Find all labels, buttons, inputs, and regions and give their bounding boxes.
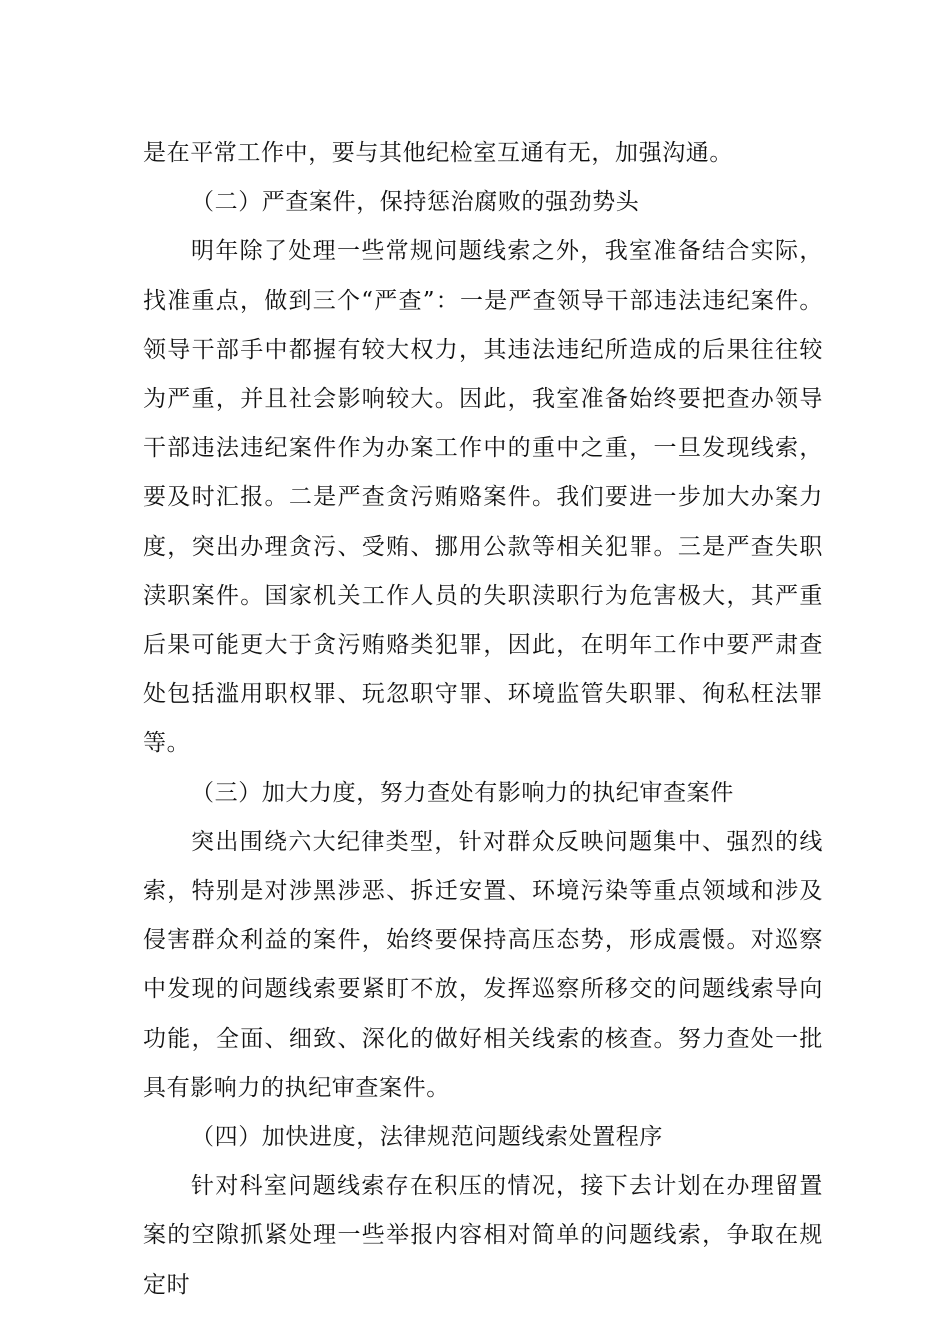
paragraph-continuation: 是在平常工作中，要与其他纪检室互通有无，加强沟通。 [143, 140, 733, 166]
section-heading-2: （二）严查案件，保持惩治腐败的强劲势头 [191, 189, 640, 216]
section-heading-3: （三）加大力度，努力查处有影响力的执纪审查案件 [191, 779, 734, 806]
paragraph-strict-investigation: 明年除了处理一些常规问题线索之外，我室准备结合实际，找准重点，做到三个“严查”：一是严查领导干部违法违纪案件。领导干部手中都握有较大权力，其违法违纪所造成的后果往往较为严重，并且社会影响较大。因此，我室准备始终要把查办领导干部违法违纪案件作为办案工作中的重中之重，一旦发现线索，要及时汇报。二是严查贪污贿赂案件。我们要进一步加大办案力度，突出办理贪污、受贿、挪用公款等相关犯罪。三是严查失职渎职案件。国家机关工作人员的失职渎职行为危害极大，其严重后果可能更大于贪污贿赂类犯罪，因此，在明年工作中要严肃查处包括滥用职权罪、玩忽职守罪、环境监管失职罪、徇私枉法罪等。 [143, 238, 823, 757]
paragraph-intensify-efforts: 突出围绕六大纪律类型，针对群众反映问题集中、强烈的线索，特别是对涉黑涉恶、拆迁安置、环境污染等重点领域和涉及侵害群众利益的案件，始终要保持高压态势，形成震慑。对巡察中发现的问题线索要紧盯不放，发挥巡察所移交的问题线索导向功能，全面、细致、深化的做好相关线索的核查。努力查处一批具有影响力的执纪审查案件。 [143, 828, 823, 1101]
section-heading-4: （四）加快进度，法律规范问题线索处置程序 [191, 1124, 663, 1151]
document-body [143, 129, 823, 1310]
paragraph-speed-up-progress: 针对科室问题线索存在积压的情况，接下去计划在办理留置案的空隙抓紧处理一些举报内容相对简单的问题线索，争取在规定时 [143, 1173, 823, 1298]
